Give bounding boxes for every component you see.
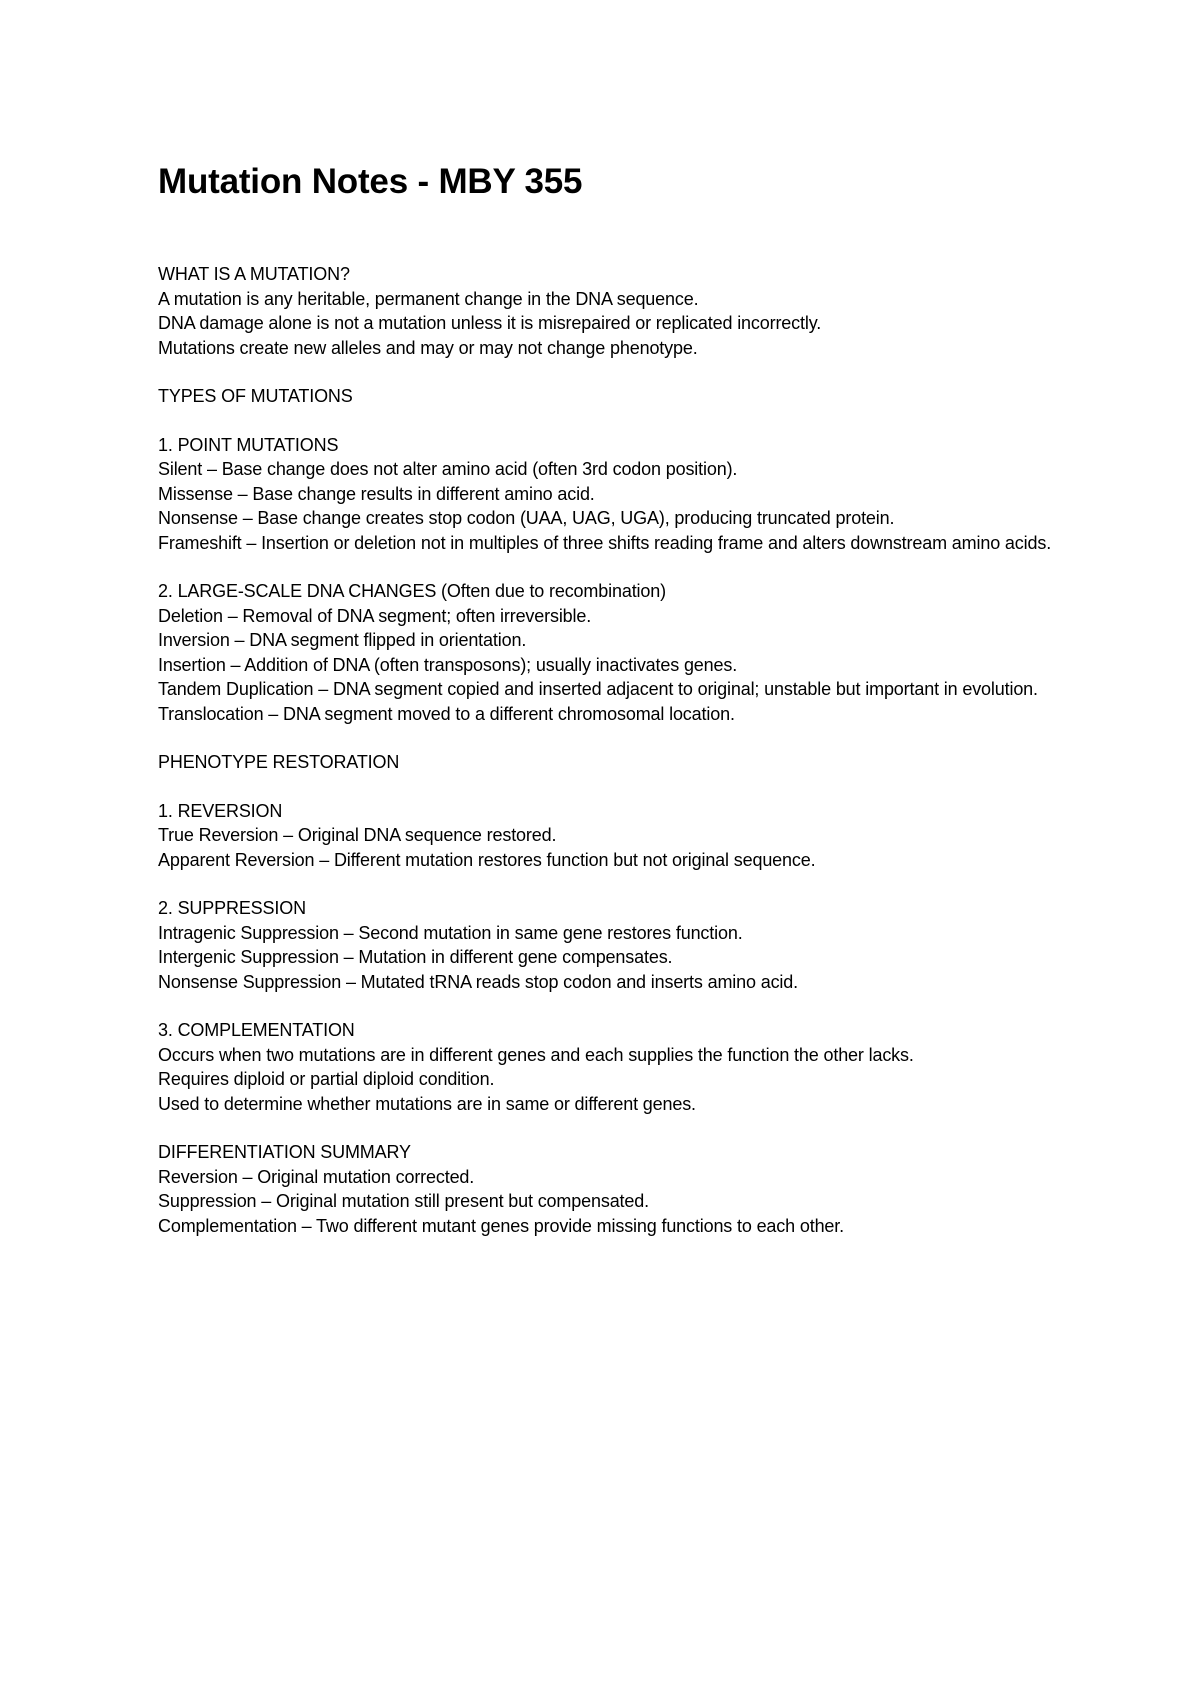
section — [158, 433, 1188, 556]
text-line: Mutations create new alleles and may or may not change phenotype. — [158, 337, 698, 358]
section-heading: TYPES OF MUTATIONS — [158, 386, 353, 406]
section-heading: 2. LARGE-SCALE DNA CHANGES (Often due to recombination) — [158, 581, 666, 601]
text-line: Apparent Reversion – Different mutation restores function but not original sequence. — [158, 849, 816, 870]
section-heading: 1. POINT MUTATIONS — [158, 434, 339, 455]
document-title: Mutation Notes - MBY 355 — [158, 162, 583, 201]
text-line: Insertion – Addition of DNA (often transposons); usually inactivates genes. — [158, 654, 738, 675]
section-heading: 2. SUPPRESSION — [158, 898, 306, 918]
section — [158, 896, 1188, 994]
text-line: Tandem Duplication – DNA segment copied and inserted adjacent to original; unstable but important in evolution. — [158, 679, 1038, 699]
text-line: DNA damage alone is not a mutation unless it is misrepaired or replicated incorrectly. — [158, 313, 822, 333]
section — [158, 750, 1188, 775]
text-line: Intergenic Suppression – Mutation in different gene compensates. — [158, 947, 673, 967]
text-line: Frameshift – Insertion or deletion not in multiples of three shifts reading frame and alters downstream amino acids. — [158, 532, 1052, 553]
text-line: Silent – Base change does not alter amino acid (often 3rd codon position). — [158, 459, 738, 479]
section — [158, 384, 1188, 409]
text-line: Missense – Base change results in different amino acid. — [158, 483, 595, 504]
section-heading: PHENOTYPE RESTORATION — [158, 752, 400, 772]
section — [158, 262, 1188, 360]
section — [158, 799, 1188, 873]
text-line: Intragenic Suppression – Second mutation in same gene restores function. — [158, 922, 743, 943]
text-line: Inversion – DNA segment flipped in orientation. — [158, 630, 527, 650]
text-line: Translocation – DNA segment moved to a different chromosomal location. — [158, 703, 735, 724]
text-line: Requires diploid or partial diploid condition. — [158, 1069, 495, 1089]
section — [158, 1140, 1188, 1238]
document-body — [158, 262, 1188, 1238]
text-line: Nonsense – Base change creates stop codon (UAA, UAG, UGA), producing truncated protein. — [158, 508, 895, 528]
section-heading: 1. REVERSION — [158, 800, 283, 821]
text-line: Used to determine whether mutations are in same or different genes. — [158, 1093, 696, 1114]
document-page — [158, 158, 1188, 1262]
text-line: Suppression – Original mutation still present but compensated. — [158, 1191, 649, 1211]
text-line: True Reversion – Original DNA sequence restored. — [158, 825, 557, 845]
text-line: Occurs when two mutations are in different genes and each supplies the function the other lacks. — [158, 1044, 914, 1065]
section-heading: WHAT IS A MUTATION? — [158, 264, 350, 284]
section — [158, 1018, 1188, 1116]
text-line: Nonsense Suppression – Mutated tRNA reads stop codon and inserts amino acid. — [158, 971, 798, 992]
text-line: Deletion – Removal of DNA segment; often irreversible. — [158, 605, 592, 626]
text-line: Complementation – Two different mutant genes provide missing functions to each other. — [158, 1215, 844, 1236]
section-heading: 3. COMPLEMENTATION — [158, 1020, 355, 1040]
section-heading: DIFFERENTIATION SUMMARY — [158, 1142, 411, 1162]
text-line: Reversion – Original mutation corrected. — [158, 1166, 475, 1187]
section — [158, 579, 1188, 726]
text-line: A mutation is any heritable, permanent change in the DNA sequence. — [158, 288, 699, 309]
